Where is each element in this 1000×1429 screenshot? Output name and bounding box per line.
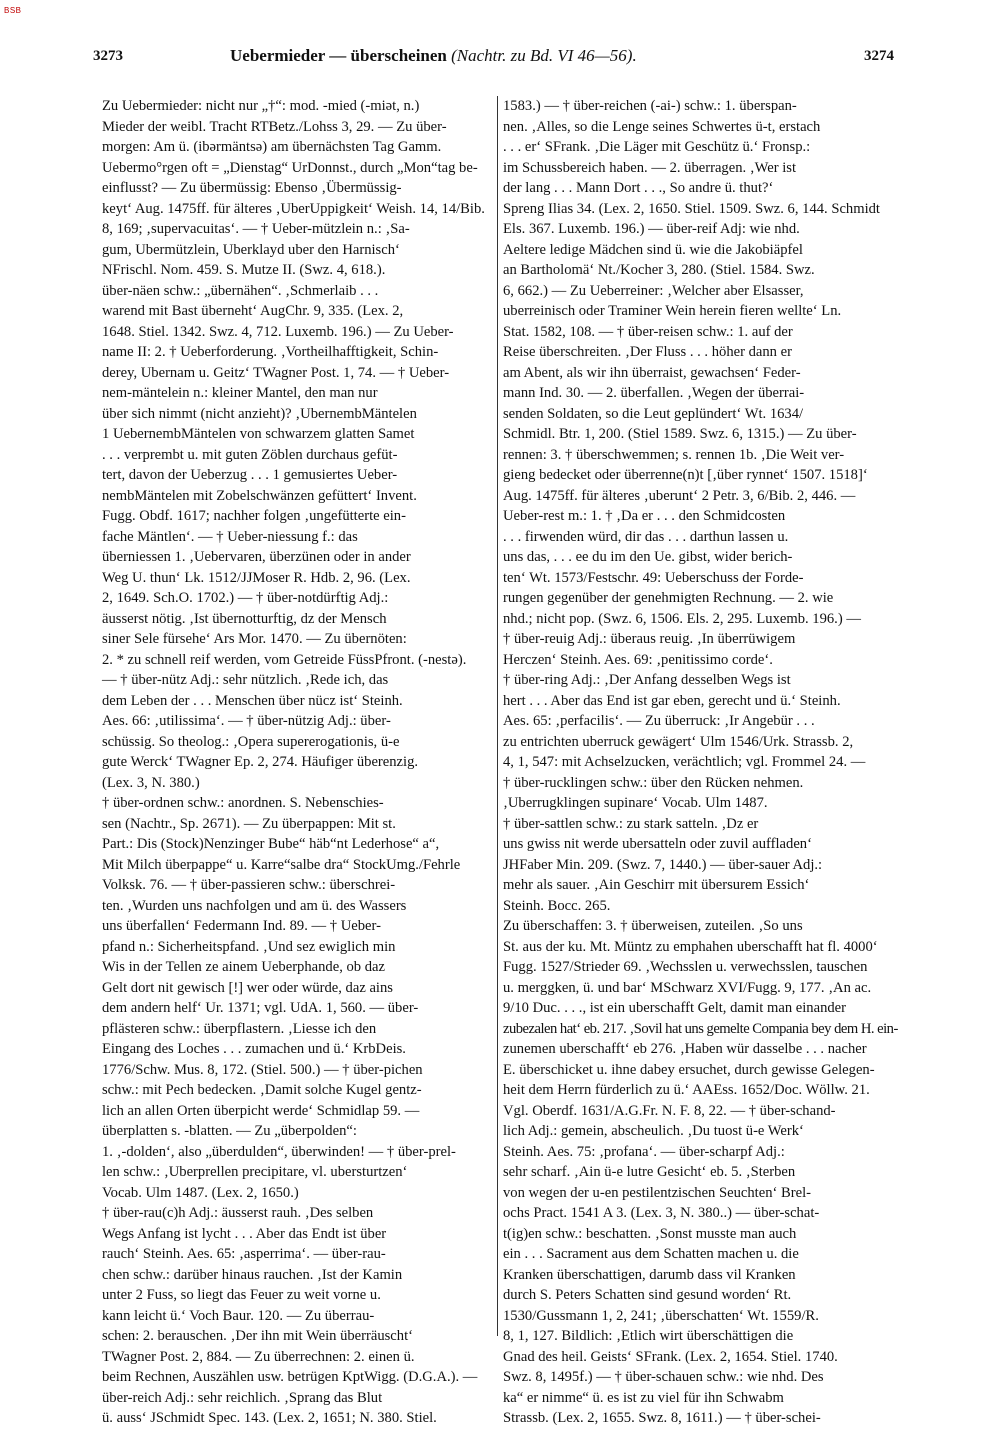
text-line: über-näen schw.: „übernähen“. ‚Schmerlaib . . .	[102, 282, 379, 299]
text-line: Uebermo°rgen oft = „Dienstag“ UrDonnst., durch „Mon“tag be-	[102, 159, 478, 176]
text-line: † über-ring Adj.: ‚Der Anfang desselben Wegs ist	[503, 672, 791, 688]
text-line: Gelt dort nit gewisch [!] wer oder würde, daz ains	[102, 979, 393, 996]
text-line: pfand n.: Sicherheitspfand. ‚Und sez ewiglich min	[102, 938, 396, 955]
text-line: u. merggken, ü. und bar‘ MSchwarz XVI/Fugg. 9, 177. ‚An ac.	[503, 979, 872, 996]
text-line: † über-reuig Adj.: überaus reuig. ‚In überrüwigem	[503, 631, 796, 647]
text-line: ü. auss‘ JSchmidt Spec. 143. (Lex. 2, 1651; N. 380. Stiel.	[102, 1410, 437, 1426]
text-line: Ueber-rest m.: 1. † ‚Da er . . . den Schmidcosten	[503, 508, 786, 524]
text-line: Aes. 66: ‚utilissima‘. — † über-nützig Adj.: über-	[102, 713, 391, 729]
text-line: dem Leben der . . . Menschen über nücz ist‘ Steinh.	[102, 692, 403, 709]
text-line: 2, 1649. Sch.O. 1702.) — † über-notdürftig Adj.:	[102, 590, 389, 606]
text-line: Part.: Dis (Stock)Nenzinger Bube“ häb“nt Lederhose“ a“,	[102, 836, 440, 852]
text-line: schw.: mit Pech bedecken. ‚Damit solche Kugel gentz-	[102, 1082, 422, 1098]
text-line: rungen gegenüber der genehmigten Rechnung. — 2. wie	[503, 590, 834, 606]
text-line: Swz. 8, 1495f.) — † über-schauen schw.: wie nhd. Des	[503, 1369, 824, 1385]
text-line: Reise überschreiten. ‚Der Fluss . . . höher dann er	[503, 344, 792, 360]
running-title-note: (Nachtr. zu Bd. VI 46—56).	[451, 46, 637, 65]
text-line: beim Rechnen, Auszählen usw. betrügen KptWigg. (D.G.A.). —	[102, 1369, 478, 1385]
text-line: zu entrichten uberruck gewägert‘ Ulm 1546/Urk. Strassb. 2,	[503, 733, 854, 750]
text-line: ochs Pract. 1541 A 3. (Lex. 3, N. 380..) — über-schat-	[503, 1205, 820, 1221]
text-line: zubezalen hat‘ eb. 217. ‚Sovil hat uns gemelte Compania bey dem H. ein-	[503, 1020, 898, 1037]
text-line: warend mit Bast überneht‘ AugChr. 9, 335. (Lex. 2,	[102, 303, 404, 319]
text-line: zunemen uberschafft‘ eb 276. ‚Haben wür dasselbe . . . nacher	[503, 1041, 867, 1057]
text-line: chen schw.: darüber hinaus rauchen. ‚Ist der Kamin	[102, 1266, 403, 1283]
text-line: Strassb. (Lex. 2, 1655. Swz. 8, 1611.) — † über-schei-	[503, 1410, 821, 1426]
text-line: kann leicht ü.‘ Voch Baur. 120. — Zu überrau-	[102, 1307, 375, 1324]
text-line: keyt‘ Aug. 1475ff. für älteres ‚UberUppigkeit‘ Weish. 14, 14/Bib.	[102, 200, 485, 217]
text-line: schüssig. So theolog.: ‚Opera supererogationis, ü-e	[102, 733, 400, 750]
text-line: nembMäntelen mit Zobelschwänzen gefüttert‘ Invent.	[102, 487, 417, 504]
text-line: lich an allen Orten überpicht werde‘ Schmidlap 59. —	[102, 1102, 420, 1119]
text-line: gieng bedecket oder überrenne(n)t [‚über rynnet‘ 1507. 1518]‘	[503, 467, 868, 483]
text-line: Steinh. Aes. 75: ‚profana‘. — über-scharpf Adj.:	[503, 1143, 785, 1160]
text-line: derey, Ubernam u. Geitz‘ TWagner Post. 1, 74. — † Ueber-	[102, 364, 450, 381]
text-line: JHFaber Min. 209. (Swz. 7, 1440.) — über-sauer Adj.:	[503, 856, 823, 873]
text-line: über sich nimmt (nicht anzieht)? ‚UbernembMäntelen	[102, 405, 417, 422]
text-line: heit dem Herrn fürderlich zu ü.‘ AAEss. 1652/Doc. Wöllw. 21.	[503, 1082, 870, 1098]
running-title-headwords: Uebermieder — überscheinen	[230, 46, 447, 65]
text-line: der lang . . . Mann Dort . . ., So andre ü. thut?‘	[503, 180, 774, 196]
text-line: ten‘ Wt. 1573/Festschr. 49: Ueberschuss der Forde-	[503, 569, 804, 586]
right-column	[503, 96, 898, 1426]
text-line: Vgl. Oberdf. 1631/A.G.Fr. N. F. 8, 22. — † über-schand-	[503, 1102, 836, 1119]
text-line: mehr als sauer. ‚Ain Geschirr mit übersurem Essich‘	[503, 877, 810, 893]
text-line: über-reich Adj.: sehr reichlich. ‚Sprang das Blut	[102, 1389, 383, 1406]
text-line: 2. * zu schnell reif werden, vom Getreide FüssPfront. (-nestə).	[102, 651, 467, 668]
text-line: ka“ er nimme“ ü. es ist zu viel für ihn Schwabm	[503, 1389, 784, 1406]
text-line: 1583.) — † über-reichen (-ai-) schw.: 1. überspan-	[503, 98, 797, 114]
text-line: nhd.; nicht pop. (Swz. 6, 1506. Els. 2, 295. Luxemb. 196.) —	[503, 610, 861, 627]
page-number-right: 3274	[864, 48, 894, 64]
text-line: Kranken überschattigen, darumb dass vil Kranken	[503, 1266, 796, 1283]
text-line: nem-mäntelein n.: kleiner Mantel, den man nur	[102, 385, 378, 401]
text-line: Zu Uebermieder: nicht nur „†“: mod. -mied (-miət, n.)	[102, 98, 420, 114]
text-line: † über-sattlen schw.: zu stark satteln. ‚Dz er	[503, 815, 759, 832]
left-column	[102, 96, 497, 1426]
text-line: schen: 2. berauschen. ‚Der ihn mit Wein überräuscht‘	[102, 1328, 414, 1344]
text-line: tert, davon der Ueberzug . . . 1 gemusiertes Ueber-	[102, 467, 398, 483]
library-stamp: BSB	[4, 6, 22, 15]
text-line: uns gwiss nit werde ubersatteln oder zuvil auffladen‘	[503, 836, 812, 852]
text-line: † über-rau(c)h Adj.: äusserst rauh. ‚Des selben	[102, 1205, 374, 1221]
text-line: hert . . . Aber das End ist gar eben, gerecht und ü.‘ Steinh.	[503, 692, 841, 709]
text-line: Spreng Ilias 34. (Lex. 2, 1650. Stiel. 1509. Swz. 6, 144. Schmidt	[503, 200, 880, 217]
text-line: im Schussbereich haben. — 2. überragen. ‚Wer ist	[503, 159, 797, 176]
text-line: Mieder der weibl. Tracht RTBetz./Lohss 3, 29. — Zu über-	[102, 118, 447, 135]
text-line: Gnad des heil. Geists‘ SFrank. (Lex. 2, 1654. Stiel. 1740.	[503, 1348, 838, 1365]
text-line: pflästeren schw.: überpflastern. ‚Liesse ich den	[102, 1020, 377, 1037]
text-line: uns das, . . . ee du im den Ue. gibst, wider berich-	[503, 549, 793, 565]
text-line: Wis in der Tellen ze ainem Ueberphande, ob daz	[102, 959, 385, 975]
text-line: Fugg. 1527/Strieder 69. ‚Wechsslen u. verwechsslen, tauschen	[503, 959, 868, 975]
text-line: — † über-nütz Adj.: sehr nützlich. ‚Rede ich, das	[102, 672, 389, 688]
text-line: len schw.: ‚Uberprellen precipitare, vl. ubersturtzen‘	[102, 1164, 408, 1180]
text-line: ten. ‚Wurden uns nachfolgen und am ü. des Wassers	[102, 897, 407, 914]
text-line: siner Sele fürsehe‘ Ars Mor. 1470. — Zu übernöten:	[102, 631, 407, 647]
text-line: senden Soldaten, so die Leut geplündert‘ Wt. 1634/	[503, 405, 804, 422]
text-line: nen. ‚Alles, so die Lenge seines Schwertes ü-t, erstach	[503, 118, 821, 135]
text-line: Weg U. thun‘ Lk. 1512/JJMoser R. Hdb. 2, 96. (Lex.	[102, 569, 411, 586]
text-line: Wegs Anfang ist lycht . . . Aber das Endt ist über	[102, 1225, 387, 1242]
text-line: an Bartholomä‘ Nt./Kocher 3, 280. (Stiel. 1584. Swz.	[503, 262, 815, 278]
text-line: . . . er‘ SFrank. ‚Die Läger mit Geschütz ü.‘ Fronsp.:	[503, 139, 811, 155]
text-line: † über-rucklingen schw.: über den Rücken nehmen.	[503, 774, 804, 791]
text-line: Herczen‘ Steinh. Aes. 69: ‚penitissimo corde‘.	[503, 651, 773, 668]
text-line: TWagner Post. 2, 884. — Zu überrechnen: 2. einen ü.	[102, 1348, 415, 1365]
text-line: 1648. Stiel. 1342. Swz. 4, 712. Luxemb. 196.) — Zu Ueber-	[102, 323, 454, 340]
text-line: dem andern helf‘ Ur. 1371; vgl. UdA. 1, 560. — über-	[102, 1000, 419, 1016]
text-line: Mit Milch überpappe“ u. Karre“salbe dra“ StockUmg./Fehrle	[102, 856, 461, 873]
text-line: äusserst nötig. ‚Ist übernotturftig, dz der Mensch	[102, 610, 387, 627]
text-line: 4, 1, 547: mit Achselzucken, verächtlich; vgl. Frommel 24. —	[503, 754, 866, 770]
text-line: Els. 367. Luxemb. 196.) — über-reif Adj: wie nhd.	[503, 221, 800, 237]
text-line: ein . . . Sacrament aus dem Schatten machen u. die	[503, 1246, 799, 1262]
text-line: gum, Ubermützlein, Uberklayd uber den Harnisch‘	[102, 241, 400, 258]
text-line: durch S. Peters Schatten sind gesund worden‘ Rt.	[503, 1287, 792, 1303]
text-line: NFrischl. Nom. 459. S. Mutze II. (Swz. 4, 618.).	[102, 262, 386, 278]
text-line: Volksk. 76. — † über-passieren schw.: überschrei-	[102, 877, 396, 893]
text-line: 8, 1, 127. Bildlich: ‚Etlich wirt überschättigen die	[503, 1328, 794, 1344]
text-line: Schmidl. Btr. 1, 200. (Stiel 1589. Swz. 6, 1315.) — Zu über-	[503, 426, 857, 442]
text-line: Zu überschaffen: 3. † überweisen, zuteilen. ‚So uns	[503, 918, 803, 934]
text-line: (Lex. 3, N. 380.)	[102, 774, 200, 791]
text-line: Aug. 1475ff. für älteres ‚uberunt‘ 2 Petr. 3, 6/Bib. 2, 446. —	[503, 487, 856, 504]
text-line: morgen: Am ü. (ibərmäntsə) am übernächsten Tag Gamm.	[102, 139, 442, 155]
page-number-left: 3273	[93, 48, 123, 64]
text-line: lich Adj.: gemein, abscheulich. ‚Du tuost ü-e Werk‘	[503, 1123, 804, 1139]
text-line: 1776/Schw. Mus. 8, 172. (Stiel. 500.) — † über-pichen	[102, 1061, 423, 1078]
text-line: . . . firwenden würd, dir das . . . darthun lassen u.	[503, 528, 789, 545]
text-line: Aeltere ledige Mädchen sind ü. wie die Jakobiäpfel	[503, 241, 803, 258]
text-line: uberreinisch oder Traminer Wein herein fieren wellte‘ Ln.	[503, 303, 842, 319]
text-line: von wegen der u-en pestilentzischen Seuchten‘ Brel-	[503, 1184, 811, 1201]
text-line: überplatten s. -blatten. — Zu „überpolden“:	[102, 1123, 357, 1139]
column-divider	[497, 96, 498, 1336]
text-line: Vocab. Ulm 1487. (Lex. 2, 1650.)	[102, 1184, 299, 1201]
page-header	[0, 48, 1000, 78]
text-line: name II: 2. † Ueberforderung. ‚Vortheilhafftigkeit, Schin-	[102, 344, 439, 360]
text-line: rennen: 3. † überschwemmen; s. rennen 1b. ‚Die Weit ver-	[503, 446, 845, 463]
text-line: am Abent, als wir ihn überraist, gewachsen‘ Feder-	[503, 364, 801, 381]
text-line: 6, 662.) — Zu Ueberreiner: ‚Welcher aber Elsasser,	[503, 282, 804, 299]
text-line: E. überschicket u. ihne dabey ersuchet, durch gewisse Gelegen-	[503, 1061, 875, 1078]
text-line: überniessen 1. ‚Uebervaren, überzünen oder in ander	[102, 549, 411, 565]
text-line: fache Mäntlen‘. — † Ueber-niessung f.: das	[102, 528, 358, 545]
text-line: St. aus der ku. Mt. Müntz zu emphahen uberschafft hat fl. 4000‘	[503, 938, 878, 955]
text-line: rauch‘ Steinh. Aes. 65: ‚asperrima‘. — über-rau-	[102, 1246, 386, 1262]
text-line: Steinh. Bocc. 265.	[503, 897, 611, 914]
text-line: † über-ordnen schw.: anordnen. S. Nebenschies-	[102, 795, 384, 811]
text-line: 1 UebernembMäntelen von schwarzem glatten Samet	[102, 426, 415, 442]
text-line: unter 2 Fuss, so liegt das Feuer zu weit vorne u.	[102, 1287, 381, 1303]
text-line: ‚Uberrugklingen supinare‘ Vocab. Ulm 1487.	[503, 795, 768, 811]
text-line: einflusst? — Zu übermüssig: Ebenso ‚Übermüssig-	[102, 180, 402, 196]
text-line: 8, 169; ‚supervacuitas‘. — † Ueber-mützlein n.: ‚Sa-	[102, 221, 410, 237]
text-line: Aes. 65: ‚perfacilis‘. — Zu überruck: ‚Ir Angebür . . .	[503, 713, 815, 729]
text-line: t(ig)en schw.: beschatten. ‚Sonst musste man auch	[503, 1225, 797, 1242]
running-title	[230, 46, 790, 66]
text-line: 9/10 Duc. . . ., ist ein uberschafft Gelt, damit man einander	[503, 1000, 846, 1016]
text-line: gute Werck‘ TWagner Ep. 2, 274. Häufiger überenzig.	[102, 754, 419, 770]
text-line: sen (Nachtr., Sp. 2671). — Zu überpappen: Mit st.	[102, 815, 396, 832]
text-line: uns überfallen‘ Federmann Ind. 89. — † Ueber-	[102, 918, 381, 934]
text-line: Stat. 1582, 108. — † über-reisen schw.: 1. auf der	[503, 323, 793, 340]
text-line: 1530/Gussmann 1, 2, 241; ‚überschatten‘ Wt. 1559/R.	[503, 1307, 819, 1324]
text-line: Fugg. Obdf. 1617; nachher folgen ‚ungefütterte ein-	[102, 508, 406, 524]
text-line: sehr scharf. ‚Ain ü-e lutre Gesicht‘ eb. 5. ‚Sterben	[503, 1164, 796, 1180]
text-line: 1. ‚-dolden‘, also „überdulden“, überwinden! — † über-prel-	[102, 1143, 456, 1160]
text-line: Eingang des Loches . . . zumachen und ü.‘ KrbDeis.	[102, 1041, 406, 1057]
text-line: mann Ind. 30. — 2. überfallen. ‚Wegen der überrai-	[503, 385, 805, 401]
text-line: . . . verprembt u. mit guten Zöblen durchaus gefüt-	[102, 446, 398, 463]
